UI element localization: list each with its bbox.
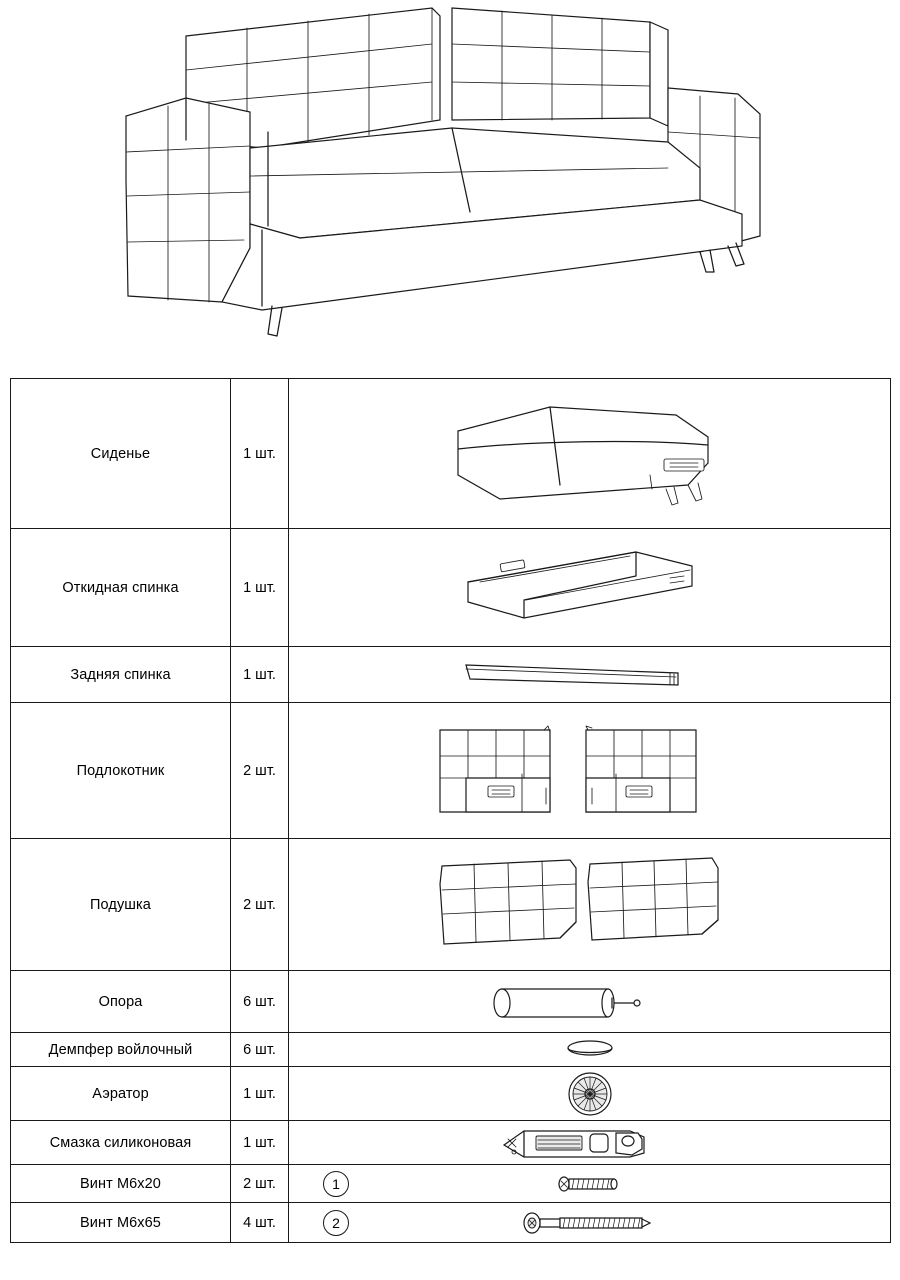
screw-m6x65-icon bbox=[480, 1208, 700, 1238]
part-badge bbox=[323, 1210, 349, 1236]
folding-backrest-icon bbox=[440, 538, 740, 638]
part-illustration-cell bbox=[289, 1067, 891, 1121]
part-qty: 6 шт. bbox=[231, 971, 289, 1033]
table-row bbox=[11, 1165, 891, 1203]
screw-m6x20-icon bbox=[490, 1170, 690, 1198]
support-leg-icon bbox=[440, 977, 740, 1027]
part-qty: 2 шт. bbox=[231, 1165, 289, 1203]
part-illustration-cell bbox=[289, 647, 891, 703]
part-illustration-cell bbox=[289, 529, 891, 647]
part-qty: 1 шт. bbox=[231, 647, 289, 703]
badge-number: 2 bbox=[323, 1210, 349, 1236]
felt-damper-icon bbox=[490, 1036, 690, 1064]
table-row bbox=[11, 1067, 891, 1121]
cushion-pair-icon bbox=[430, 848, 750, 962]
table-row bbox=[11, 379, 891, 529]
table-row bbox=[11, 1033, 891, 1067]
sofa-bed-assembled-view bbox=[0, 0, 900, 360]
part-name: Винт M6x20 bbox=[11, 1165, 231, 1203]
seat-module-icon bbox=[440, 389, 740, 519]
part-name: Задняя спинка bbox=[11, 647, 231, 703]
part-illustration-cell bbox=[289, 971, 891, 1033]
part-illustration-cell bbox=[289, 379, 891, 529]
hero-illustration bbox=[0, 0, 900, 360]
part-name: Подлокотник bbox=[11, 703, 231, 839]
part-name: Демпфер войлочный bbox=[11, 1033, 231, 1067]
table-row bbox=[11, 703, 891, 839]
part-name: Подушка bbox=[11, 839, 231, 971]
parts-list-table bbox=[10, 378, 891, 1243]
part-illustration-cell bbox=[289, 703, 891, 839]
part-illustration-cell bbox=[289, 1203, 891, 1243]
badge-number: 1 bbox=[323, 1171, 349, 1197]
parts-list-body bbox=[11, 379, 891, 1243]
part-qty: 1 шт. bbox=[231, 1067, 289, 1121]
part-name: Винт M6x65 bbox=[11, 1203, 231, 1243]
rear-back-panel-icon bbox=[440, 653, 740, 697]
part-name: Смазка силиконовая bbox=[11, 1121, 231, 1165]
part-qty: 1 шт. bbox=[231, 529, 289, 647]
table-row bbox=[11, 1203, 891, 1243]
part-qty: 6 шт. bbox=[231, 1033, 289, 1067]
table-row bbox=[11, 839, 891, 971]
part-name: Откидная спинка bbox=[11, 529, 231, 647]
part-illustration-cell bbox=[289, 1121, 891, 1165]
silicone-grease-icon bbox=[480, 1123, 700, 1163]
part-badge bbox=[323, 1171, 349, 1197]
table-row bbox=[11, 647, 891, 703]
part-qty: 4 шт. bbox=[231, 1203, 289, 1243]
armrest-pair-icon bbox=[430, 712, 750, 830]
part-illustration-cell bbox=[289, 1033, 891, 1067]
part-qty: 2 шт. bbox=[231, 703, 289, 839]
part-name: Аэратор bbox=[11, 1067, 231, 1121]
part-illustration-cell bbox=[289, 839, 891, 971]
table-row bbox=[11, 1121, 891, 1165]
part-qty: 1 шт. bbox=[231, 379, 289, 529]
part-qty: 2 шт. bbox=[231, 839, 289, 971]
part-name: Сиденье bbox=[11, 379, 231, 529]
part-qty: 1 шт. bbox=[231, 1121, 289, 1165]
table-row bbox=[11, 529, 891, 647]
part-illustration-cell bbox=[289, 1165, 891, 1203]
table-row bbox=[11, 971, 891, 1033]
part-name: Опора bbox=[11, 971, 231, 1033]
aerator-icon bbox=[490, 1070, 690, 1118]
